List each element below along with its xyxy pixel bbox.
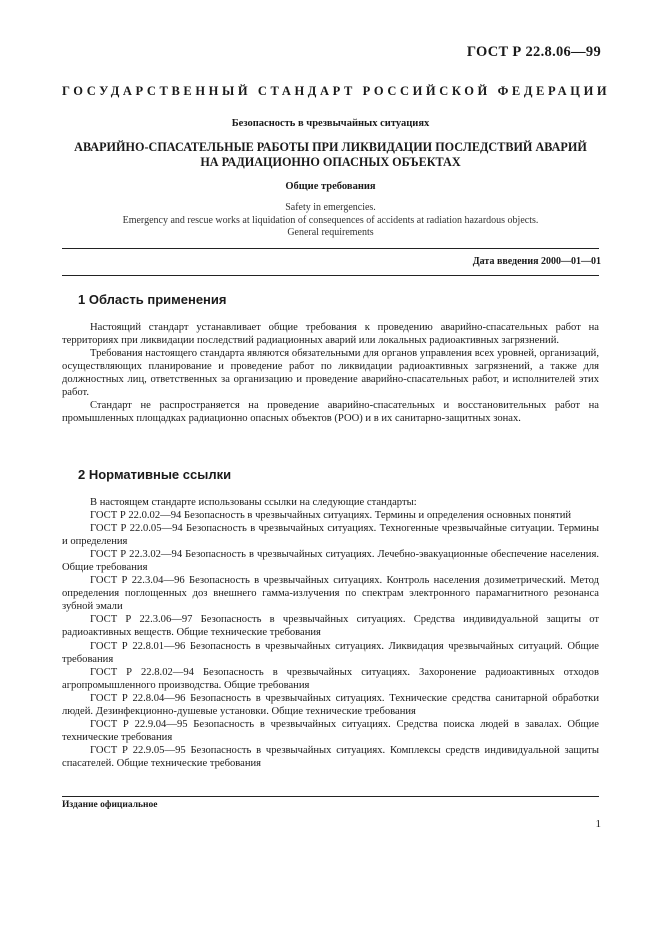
section-1-body [62,321,599,425]
reference-item: ГОСТ Р 22.3.06—97 Безопасность в чрезвычайных ситуациях. Средства индивидуальной защиты от радиоактивных веществ. Общие технические требования [62,614,599,639]
official-edition-label: Издание официальное [62,800,158,810]
section-1-heading: 1 Область применения [78,292,227,307]
date-divider [62,275,599,276]
gost-code: ГОСТ Р 22.8.06—99 [466,44,601,60]
english-title [20,202,641,240]
reference-item: ГОСТ Р 22.8.02—94 Безопасность в чрезвычайных ситуациях. Захоронение радиоактивных отходов агропромышленного производства. Общие требования [62,666,599,691]
section-1-paragraph: Стандарт не распространяется на проведение аварийно-спасательных и восстановительных работ на промышленных площадках радиационно опасных объектов (РОО) и в их санитарно-защитных зонах. [62,400,599,425]
footer-divider [62,796,599,797]
state-standard-heading: ГОСУДАРСТВЕННЫЙ СТАНДАРТ РОССИЙСКОЙ ФЕДЕРАЦИИ [62,84,611,98]
reference-item: ГОСТ Р 22.9.04—95 Безопасность в чрезвычайных ситуациях. Средства поиска людей в завалах. Общие технические требования [62,718,599,743]
document-title [40,140,621,170]
reference-item: ГОСТ Р 22.9.05—95 Безопасность в чрезвычайных ситуациях. Комплексы средств индивидуальной защиты спасателей. Общие технические требования [62,744,599,769]
general-requirements-label: Общие требования [285,181,376,192]
english-title-line-3: General requirements [287,227,374,239]
top-divider [62,248,599,249]
reference-item: ГОСТ Р 22.8.04—96 Безопасность в чрезвычайных ситуациях. Технические средства санитарной обработки людей. Дезинфекционно-душевые установки. Общие технические требования [62,692,599,717]
date-of-introduction: Дата введения 2000—01—01 [472,256,601,267]
section-1-paragraph: Требования настоящего стандарта являются обязательными для органов управления всех уровней, организаций, осуществляющих планирование и проведение работ по ликвидации радиоактивных загрязнений, а также для должностных лиц, ответственных за организацию и проведение аварийно-спасательных работ, и исполнителей этих работ. [62,348,599,399]
reference-item: ГОСТ Р 22.0.05—94 Безопасность в чрезвычайных ситуациях. Техногенные чрезвычайные ситуации. Термины и определения [62,523,599,548]
english-title-line-1: Safety in emergencies. [285,202,376,213]
section-1-paragraph: Настоящий стандарт устанавливает общие требования к проведению аварийно-спасательных работ на территориях при ликвидации последствий радиационных аварий или локальных радиоактивных загрязнений. [62,322,599,347]
section-2-heading: 2 Нормативные ссылки [78,467,232,482]
references-intro: В настоящем стандарте использованы ссылки на следующие стандарты: [90,497,417,508]
reference-item: ГОСТ Р 22.8.01—96 Безопасность в чрезвычайных ситуациях. Ликвидация чрезвычайных ситуаций. Общие требования [62,640,599,665]
reference-item: ГОСТ Р 22.3.04—96 Безопасность в чрезвычайных ситуациях. Контроль населения дозиметрический. Метод определения поглощенных доз внешнего гамма-излучения по спектрам электронного парамагнитного резонанса зубной эмали [62,575,599,613]
title-line-1: АВАРИЙНО-СПАСАТЕЛЬНЫЕ РАБОТЫ ПРИ ЛИКВИДАЦИИ ПОСЛЕДСТВИЙ АВАРИЙ [74,140,587,154]
title-line-2: НА РАДИАЦИОННО ОПАСНЫХ ОБЪЕКТАХ [200,155,461,169]
reference-item: ГОСТ Р 22.0.02—94 Безопасность в чрезвычайных ситуациях. Термины и определения основных понятий [90,510,572,522]
reference-item: ГОСТ Р 22.3.02—94 Безопасность в чрезвычайных ситуациях. Лечебно-эвакуационные обеспечение населения. Общие требования [62,549,599,574]
section-2-body [62,496,599,770]
english-title-line-2: Emergency and rescue works at liquidation of consequences of accidents at radiation hazardous objects. [122,214,539,226]
document-subtitle: Безопасность в чрезвычайных ситуациях [231,118,430,129]
page-number: 1 [595,818,601,830]
